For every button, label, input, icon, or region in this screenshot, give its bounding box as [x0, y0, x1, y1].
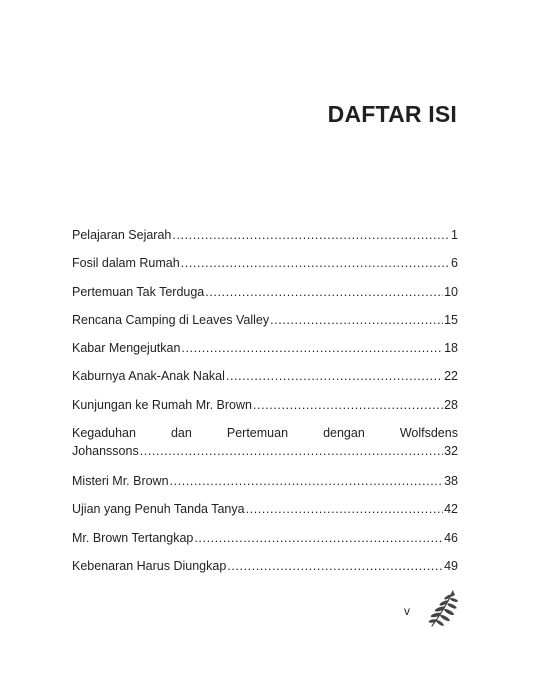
toc-entry[interactable] — [72, 226, 458, 254]
toc-entry-title: Kaburnya Anak-Anak Nakal — [72, 369, 225, 384]
toc-entry-page: 46 — [444, 530, 458, 545]
toc-entry-word: Pertemuan — [226, 426, 289, 441]
dot-leader — [270, 311, 443, 329]
toc-entry-page: 32 — [444, 444, 458, 459]
dot-leader — [226, 367, 443, 385]
toc-entry-page: 1 — [451, 228, 458, 242]
page-title: DAFTAR ISI — [327, 101, 457, 127]
toc-entry-title-line2: Johanssons — [72, 444, 139, 459]
toc-entry[interactable] — [72, 557, 458, 585]
toc-entry[interactable] — [72, 424, 458, 472]
toc-entry-page: 15 — [444, 312, 458, 327]
toc-entry-title-line1 — [72, 424, 458, 442]
toc-entry-word: Wolfsdens — [399, 426, 458, 441]
dot-leader — [253, 396, 443, 414]
toc-entry-page: 28 — [444, 397, 458, 412]
toc-entry-title: Kunjungan ke Rumah Mr. Brown — [72, 397, 252, 412]
toc-entry-page: 49 — [444, 558, 458, 573]
toc-entry-word: dengan — [323, 426, 365, 441]
toc-entry[interactable] — [72, 339, 458, 367]
dot-leader — [205, 283, 443, 301]
toc-entry-page: 22 — [444, 369, 458, 384]
dot-leader — [246, 500, 444, 518]
toc-entry-word: dan — [170, 426, 192, 441]
dot-leader — [181, 339, 443, 357]
toc-entry-word: Kegaduhan — [72, 426, 136, 441]
toc-entry-title: Kabar Mengejutkan — [72, 341, 181, 356]
toc-entry[interactable] — [72, 500, 458, 528]
toc-entry-page: 10 — [444, 284, 458, 299]
dot-leader — [181, 254, 450, 272]
dot-leader — [170, 472, 444, 490]
toc-entry-title: Kebenaran Harus Diungkap — [72, 558, 227, 573]
toc-entry-page: 38 — [444, 474, 458, 489]
toc-entry[interactable] — [72, 311, 458, 339]
toc-entry-title: Ujian yang Penuh Tanda Tanya — [72, 502, 245, 517]
toc-entry-title: Fosil dalam Rumah — [72, 256, 180, 271]
leaf-sprig-icon — [426, 588, 460, 628]
table-of-contents — [72, 226, 458, 585]
toc-entry-title: Pelajaran Sejarah — [72, 228, 172, 242]
toc-entry-title: Rencana Camping di Leaves Valley — [72, 312, 270, 327]
page-number: v — [404, 604, 410, 618]
toc-entry-page: 18 — [444, 341, 458, 356]
dot-leader — [140, 442, 443, 460]
toc-entry-title: Mr. Brown Tertangkap — [72, 530, 194, 545]
toc-entry-page: 42 — [444, 502, 458, 517]
dot-leader — [194, 529, 443, 547]
toc-entry[interactable] — [72, 396, 458, 424]
dot-leader — [172, 226, 450, 244]
toc-entry[interactable] — [72, 529, 458, 557]
toc-entry[interactable] — [72, 254, 458, 282]
toc-entry[interactable] — [72, 472, 458, 500]
toc-entry[interactable] — [72, 367, 458, 395]
dot-leader — [227, 557, 443, 575]
toc-entry-page: 6 — [451, 256, 458, 271]
toc-entry-title: Misteri Mr. Brown — [72, 474, 169, 489]
toc-entry[interactable] — [72, 283, 458, 311]
toc-entry-title: Pertemuan Tak Terduga — [72, 284, 205, 299]
